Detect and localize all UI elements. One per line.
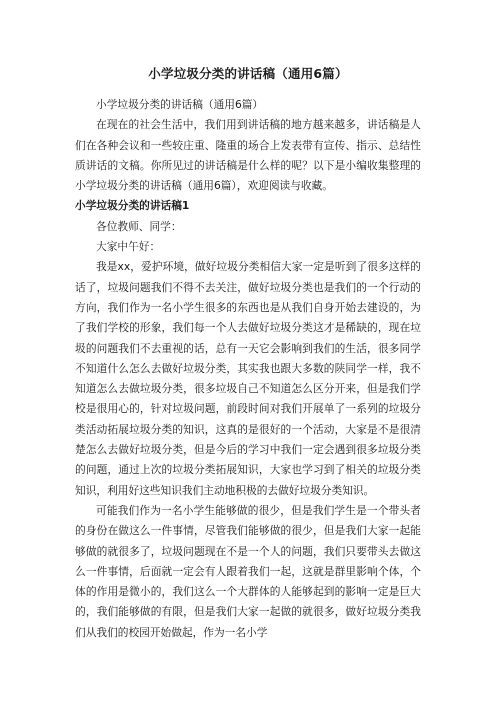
page-title: 小学垃圾分类的讲话稿（通用6篇） [148, 66, 348, 81]
paragraph-greeting: 大家中午好： [96, 240, 161, 254]
paragraph-body-1: 我是xx，爱护环境，做好垃圾分类相信大家一定是听到了很多这样的话了，垃圾问题我们不得不去关注，做好垃圾分类也是我们的一个行动的方向，我们作为一名小学生很多的东西也是从我们自身开始去建设的，为了我们学校的形象，我们每一个人去做好垃圾分类这才是稀缺的，现在垃圾的问题我们不去重视的话，总有一天它会影响到我们的生活，很多同学不知道什么怎么去做好垃圾分类，其实我也跟大多数的陕同学一样，我不知道怎么去做垃圾分类，很多垃圾自己不知道怎么区分开来，但是我们学校是很用心的，针对垃圾问题，前段时间对我们开展单了一系列的垃圾分类活动拓展垃圾分类的知识，这真的是很好的一个活动，大家是不是很清楚怎么去做好垃圾分类，但是今后的学习中我们一定会遇到很多垃圾分类的问题，通过上次的垃圾分类拓展知识，大家也学习到了相关的垃圾分类知识，利用好这些知识我们主动地积极的去做好垃圾分类知识。 [75, 260, 421, 497]
paragraph-salutation: 各位教师、同学： [96, 219, 182, 233]
document-body [75, 95, 421, 643]
section-heading: 小学垃圾分类的讲话稿1 [75, 199, 190, 213]
paragraph-subtitle: 小学垃圾分类的讲话稿（通用6篇） [96, 98, 264, 111]
paragraph-body-2: 可能我们作为一名小学生能够做的很少，但是我们学生是一个带头者的身份在做这么一件事情，尽管我们能够做的很少，但是我们大家一起能够做的就很多了，垃圾问题现在不是一个人的问题，我们只要带头去做这么一件事情，后面就一定会有人跟着我们一起，这就是群里影响个体，个体的作用是微小的，我们这么一个大群体的人能够起到的影响一定是巨大的，我们能够做的有限，但是我们大家一起做的就很多，做好垃圾分类我们从我们的校园开始做起，作为一名小学 [75, 503, 421, 639]
paragraph-intro: 在现在的社会生活中，我们用到讲话稿的地方越来越多，讲话稿是人们在各种会议和一些较庄重、隆重的场合上发表带有宣传、指示、总结性质讲话的文稿。你所见过的讲话稿是什么样的呢？以下是小编收集整理的小学垃圾分类的讲话稿（通用6篇），欢迎阅读与收藏。 [75, 118, 421, 193]
